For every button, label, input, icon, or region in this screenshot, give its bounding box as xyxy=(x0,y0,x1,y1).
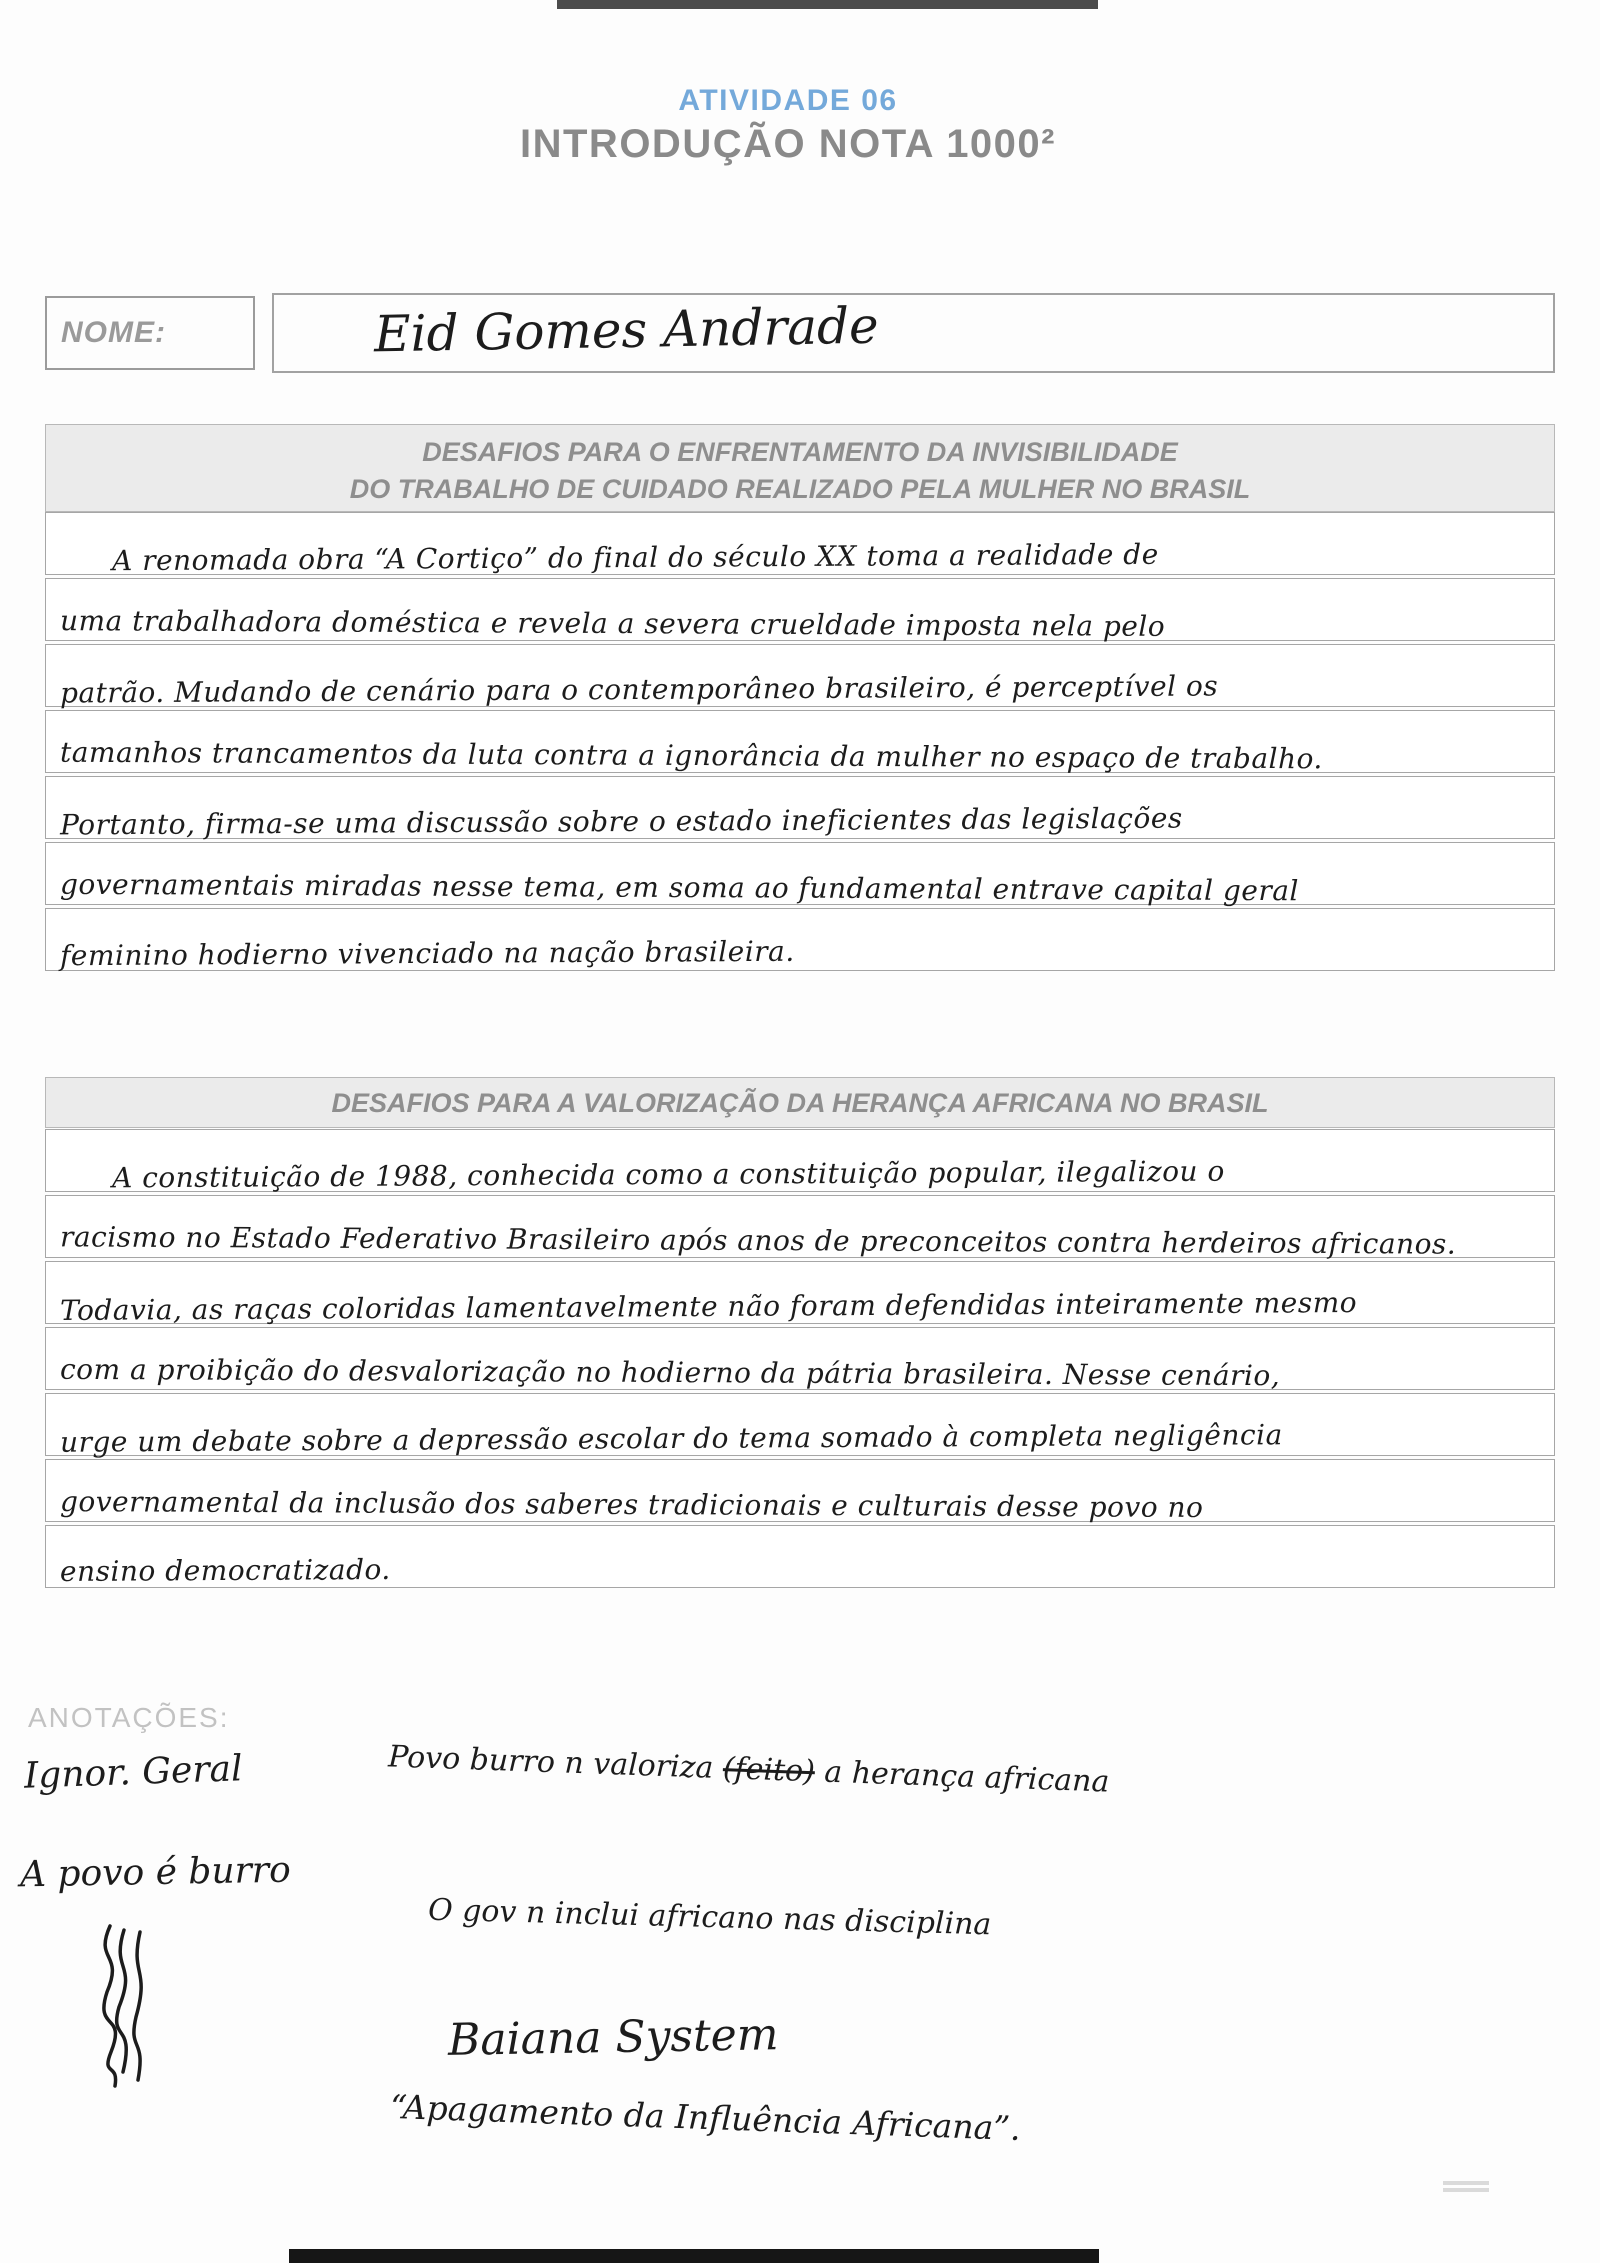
handwriting-line: com a proibição do desvalorização no hodierno da pátria brasileira. Nesse cenário, xyxy=(59,1352,1281,1393)
annotation-quote-note: “Apagamento da Influência Africana”. xyxy=(389,2087,1022,2148)
name-input-box xyxy=(272,293,1555,373)
scan-artifact-top-bar xyxy=(557,0,1098,9)
handwriting-line: Todavia, as raças coloridas lamentavelmente não foram defendidas inteiramente mesmo xyxy=(59,1286,1358,1327)
rule-row xyxy=(45,1393,1555,1459)
annotation-right-note-1-pre: Povo burro n valoriza xyxy=(387,1739,724,1787)
annotation-right-note-1 xyxy=(388,1739,1110,1799)
rule-row xyxy=(45,1459,1555,1522)
annotation-band-note: Baiana System xyxy=(447,2009,779,2066)
section-2-writing-area xyxy=(45,1129,1555,1588)
annotation-right-note-1-struck-word: (feito) xyxy=(722,1751,816,1790)
rule-row xyxy=(45,710,1555,776)
rule-row xyxy=(45,1129,1555,1195)
page-title: INTRODUÇÃO NOTA 1000² xyxy=(520,122,1056,166)
handwriting-line: ensino democratizado. xyxy=(59,1552,391,1589)
activity-label: ATIVIDADE 06 xyxy=(678,84,898,117)
rule-row xyxy=(45,1261,1555,1327)
section-1-writing-area xyxy=(45,512,1555,971)
handwriting-line: governamentais miradas nesse tema, em soma ao fundamental entrave capital geral xyxy=(59,867,1299,908)
rule-row xyxy=(45,512,1555,578)
annotation-left-note-1: Ignor. Geral xyxy=(23,1748,244,1797)
section-1-header-line-2: DO TRABALHO DE CUIDADO REALIZADO PELA MULHER NO BRASIL xyxy=(349,474,1251,504)
annotation-left-note-2: A povo é burro xyxy=(19,1849,292,1896)
rule-row xyxy=(45,842,1555,908)
handwriting-line: A renomada obra “A Cortiço” do final do século XX toma a realidade de xyxy=(111,537,1159,578)
handwriting-line: uma trabalhadora doméstica e revela a severa crueldade imposta nela pelo xyxy=(59,604,1166,643)
handwriting-line: governamental da inclusão dos saberes tradicionais e culturais desse povo no xyxy=(59,1485,1204,1524)
section-1-header xyxy=(45,424,1555,512)
rule-row xyxy=(45,776,1555,842)
section-2-header xyxy=(45,1077,1555,1128)
scan-smudge xyxy=(1443,2178,1489,2200)
section-1-header-line-1: DESAFIOS PARA O ENFRENTAMENTO DA INVISIBILIDADE xyxy=(422,437,1178,467)
handwriting-line: Portanto, firma-se uma discussão sobre o estado ineficientes das legislações xyxy=(59,801,1183,842)
handwriting-line: urge um debate sobre a depressão escolar do tema somado à completa negligência xyxy=(59,1418,1283,1459)
handwriting-line: tamanhos trancamentos da luta contra a ignorância da mulher no espaço de trabalho. xyxy=(59,735,1323,776)
rule-row xyxy=(45,1525,1555,1588)
annotation-right-note-2: O gov n inclui africano nas disciplina xyxy=(427,1892,992,1943)
handwriting-line: patrão. Mudando de cenário para o contemporâneo brasileiro, é perceptível os xyxy=(59,669,1219,710)
annotations-label: ANOTAÇÕES: xyxy=(28,1702,230,1733)
handwriting-line: racismo no Estado Federativo Brasileiro após anos de preconceitos contra herdeiros africanos. xyxy=(59,1220,1457,1261)
name-label-box xyxy=(45,296,255,370)
ink-scribble-icon xyxy=(88,1920,170,2095)
rule-row xyxy=(45,908,1555,971)
rule-row xyxy=(45,1195,1555,1261)
section-2-header-line-1: DESAFIOS PARA A VALORIZAÇÃO DA HERANÇA AFRICANA NO BRASIL xyxy=(331,1088,1269,1118)
name-label: NOME: xyxy=(61,316,166,349)
name-handwriting: Eid Gomes Andrade xyxy=(373,296,880,364)
rule-row xyxy=(45,578,1555,641)
handwriting-line: feminino hodierno vivenciado na nação brasileira. xyxy=(59,934,795,973)
scan-artifact-bottom-bar xyxy=(289,2249,1099,2263)
handwriting-line: A constituição de 1988, conhecida como a constituição popular, ilegalizou o xyxy=(111,1154,1225,1195)
rule-row xyxy=(45,1327,1555,1393)
rule-row xyxy=(45,644,1555,710)
annotation-right-note-1-post: a herança africana xyxy=(814,1754,1110,1800)
